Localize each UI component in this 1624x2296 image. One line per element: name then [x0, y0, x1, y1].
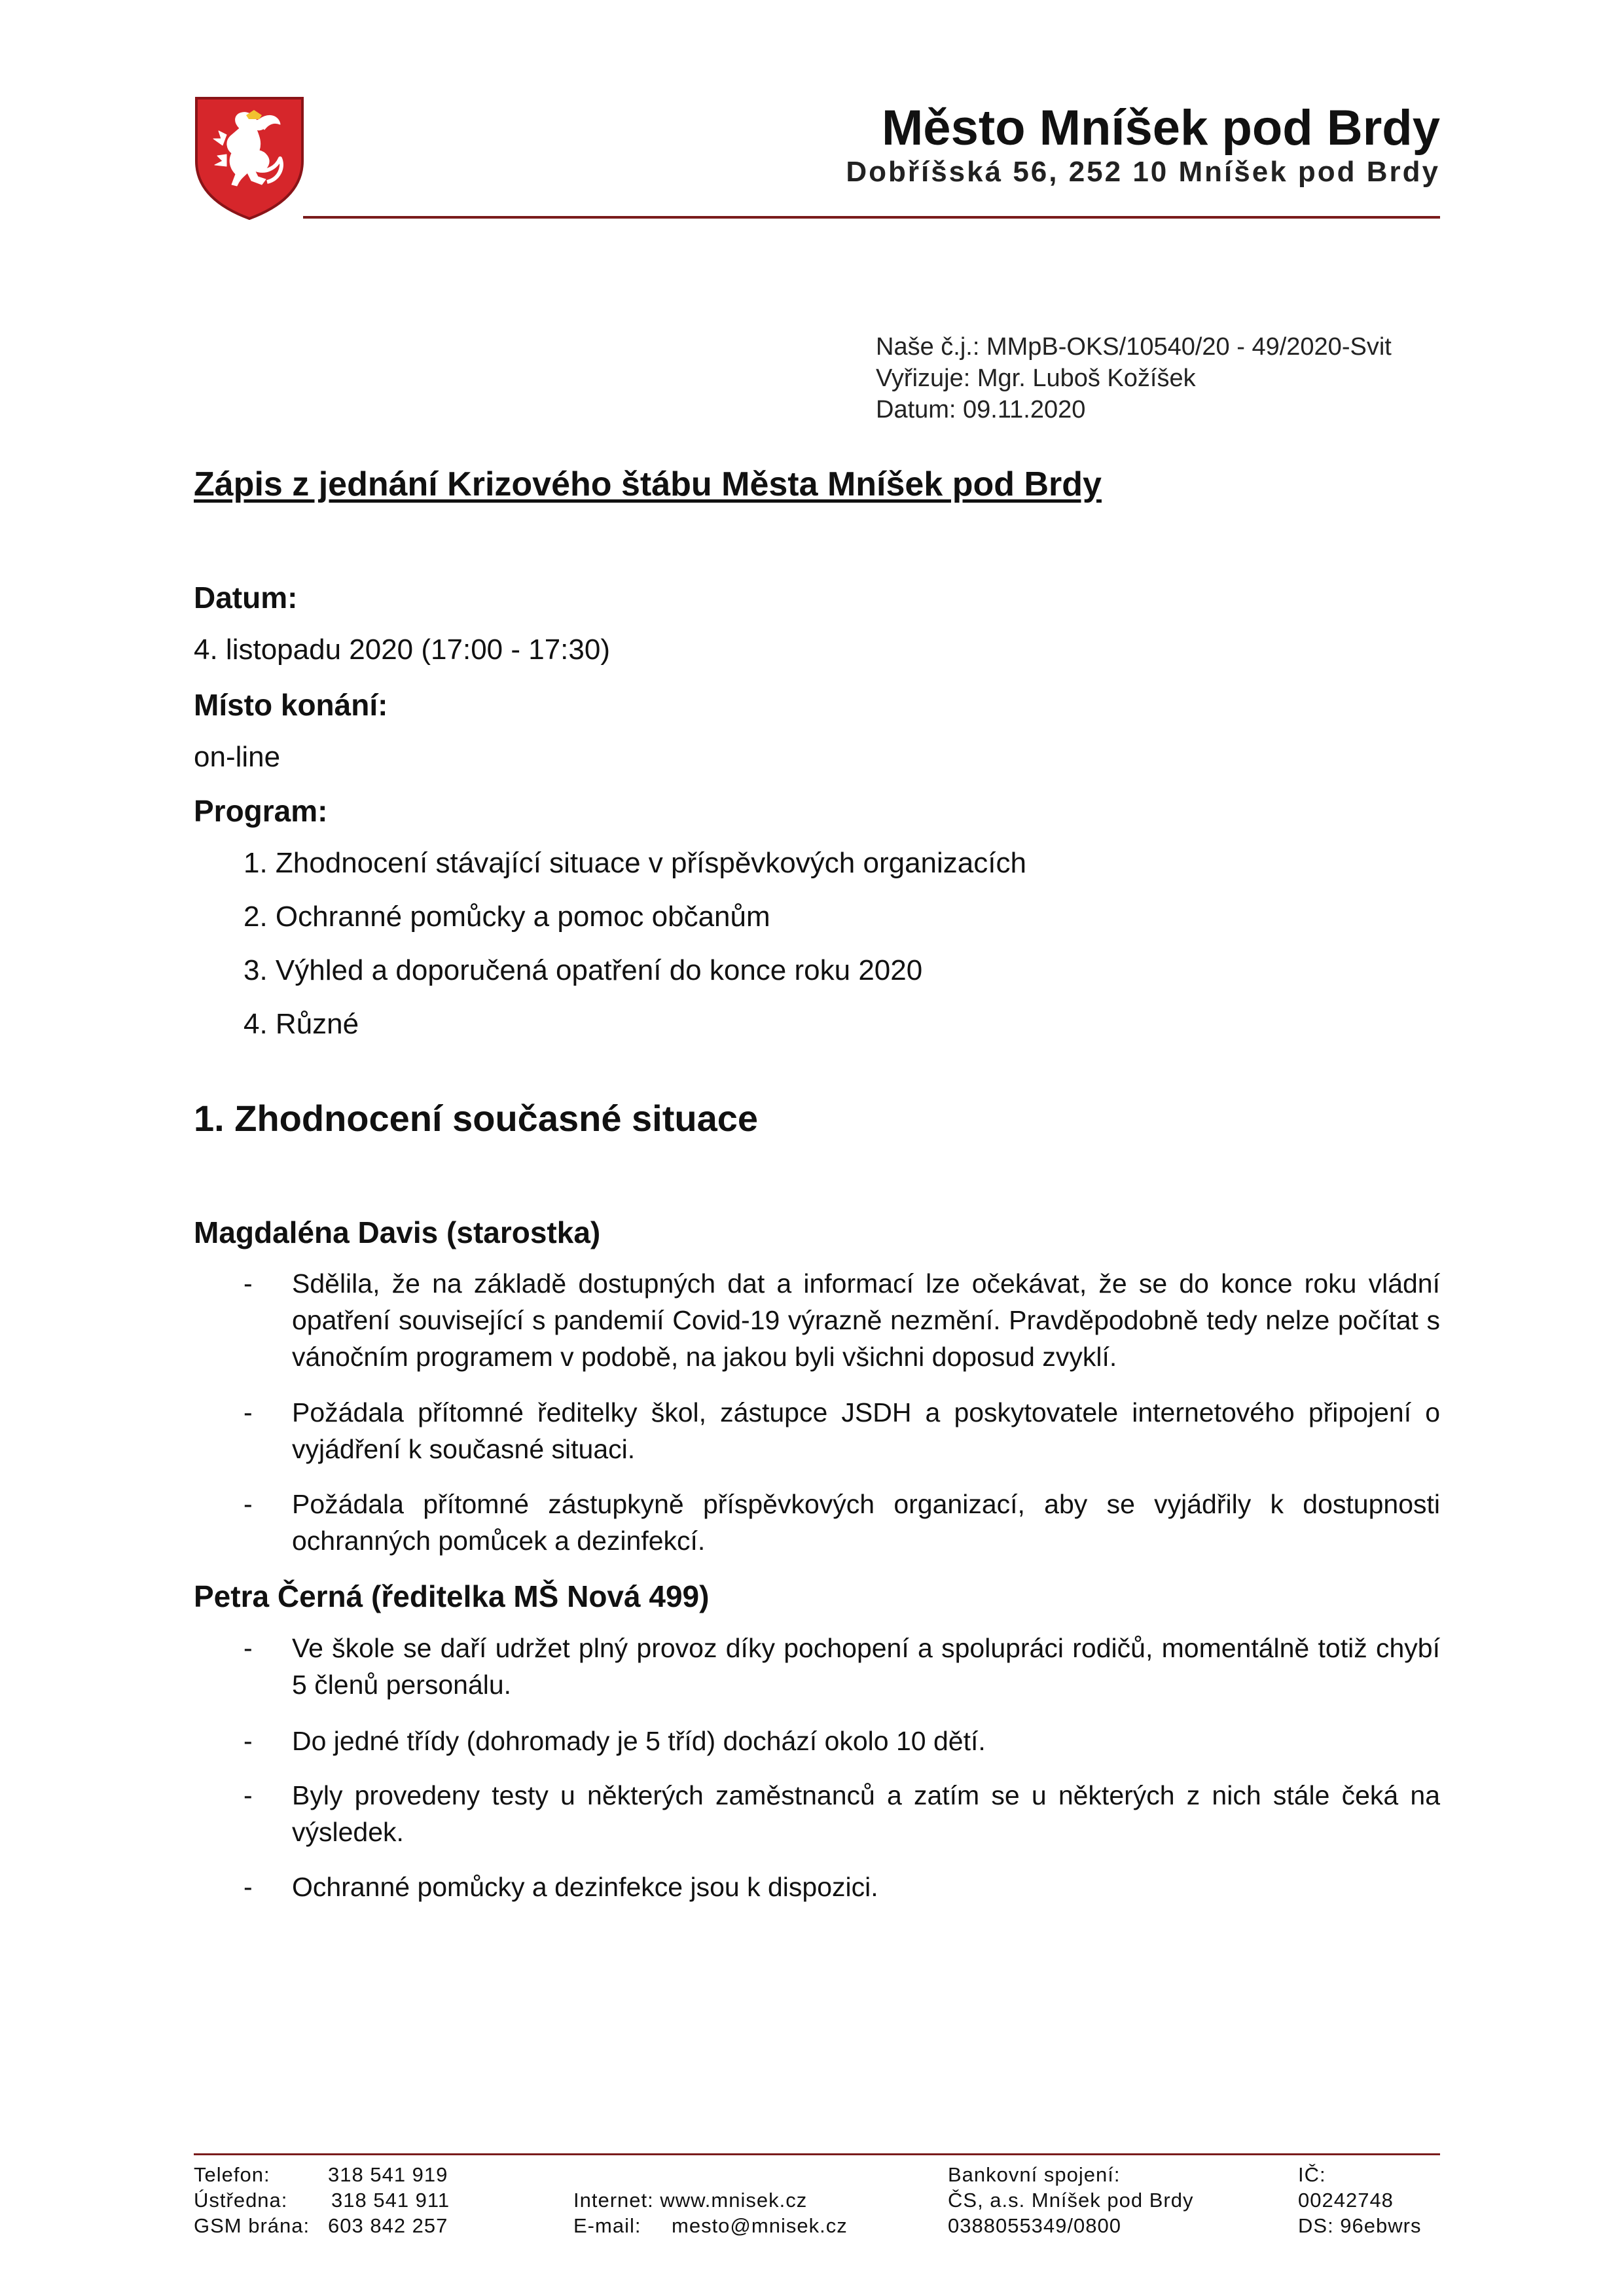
speaker-name: Magdaléna Davis (starostka) [194, 1215, 601, 1249]
document-title: Zápis z jednání Krizového štábu Města Mníšek pod Brdy [194, 465, 1102, 503]
program-item: 4. Různé [244, 1008, 359, 1040]
footer-bank-account: 0388055349/0800 [948, 2214, 1121, 2237]
bullet-dash: - [244, 1780, 253, 1810]
bullet-dash: - [244, 1726, 253, 1756]
list-item-text: Ochranné pomůcky a dezinfekce jsou k dispozici. [292, 1872, 878, 1902]
speaker-name: Petra Černá (ředitelka MŠ Nová 499) [194, 1579, 710, 1613]
section-heading: 1. Zhodnocení současné situace [194, 1098, 759, 1139]
reference-number: Naše č.j.: MMpB-OKS/10540/20 - 49/2020-Svit [876, 333, 1392, 361]
list-item-text: Ve škole se daří udržet plný provoz díky pochopení a spolupráci rodičů, momentálně totiž chybí 5 členů personálu. [292, 1633, 1440, 1700]
list-item-text: Sdělila, že na základě dostupných dat a informací lze očekávat, že se do konce roku vládní opatření související s pandemií Covid-19 výrazně nezmění. Pravděpodobně tedy nelze počítat s vánočním programem v podobě, na jakou byli všichni doposud zvyklí. [292, 1268, 1440, 1372]
footer-phone-value: 318 541 919 [328, 2163, 448, 2186]
bullet-dash: - [244, 1489, 253, 1519]
list-item [194, 1869, 1440, 1905]
bullet-dash: - [244, 1268, 253, 1299]
date-value: 4. listopadu 2020 (17:00 - 17:30) [194, 634, 611, 666]
place-label: Místo konání: [194, 688, 388, 722]
footer-internet: Internet: www.mnisek.cz [573, 2189, 808, 2212]
coat-of-arms-icon [194, 96, 305, 220]
footer-switchboard-label: Ústředna: [194, 2189, 288, 2212]
reference-date: Datum: 09.11.2020 [876, 396, 1086, 423]
city-name: Město Mníšek pod Brdy [882, 100, 1440, 156]
list-item [194, 1265, 1440, 1375]
footer-switchboard-value: 318 541 911 [331, 2189, 450, 2212]
footer-email-value: mesto@mnisek.cz [672, 2214, 848, 2237]
footer-bank-label: Bankovní spojení: [948, 2163, 1121, 2186]
list-item-text: Do jedné třídy (dohromady je 5 tříd) dochází okolo 10 dětí. [292, 1726, 986, 1756]
footer-phone-label: Telefon: [194, 2163, 270, 2186]
list-item [194, 1486, 1440, 1559]
city-address: Dobříšská 56, 252 10 Mníšek pod Brdy [846, 156, 1440, 188]
footer-email-label: E-mail: [573, 2214, 641, 2237]
footer-gsm-value: 603 842 257 [328, 2214, 448, 2237]
bullet-dash: - [244, 1872, 253, 1902]
list-item-text: Požádala přítomné ředitelky škol, zástupce JSDH a poskytovatele internetového připojení o vyjádření k současné situaci. [292, 1397, 1440, 1464]
footer-bank-name: ČS, a.s. Mníšek pod Brdy [948, 2189, 1194, 2212]
list-item [194, 1630, 1440, 1703]
program-item: 3. Výhled a doporučená opatření do konce roku 2020 [244, 954, 923, 986]
footer-ds-value: DS: 96ebwrs [1298, 2214, 1422, 2237]
header-divider [303, 216, 1440, 219]
program-item: 1. Zhodnocení stávající situace v příspěvkových organizacích [244, 847, 1026, 879]
list-item-text: Požádala přítomné zástupkyně příspěvkových organizací, aby se vyjádřily k dostupnosti ochranných pomůcek a dezinfekcí. [292, 1489, 1440, 1556]
program-label: Program: [194, 794, 328, 828]
footer-gsm-label: GSM brána: [194, 2214, 310, 2237]
bullet-dash: - [244, 1397, 253, 1427]
date-label: Datum: [194, 581, 298, 615]
list-item [194, 1723, 1440, 1759]
program-item: 2. Ochranné pomůcky a pomoc občanům [244, 901, 770, 933]
bullet-dash: - [244, 1633, 253, 1663]
handled-by: Vyřizuje: Mgr. Luboš Kožíšek [876, 365, 1196, 392]
footer-divider [194, 2153, 1440, 2155]
footer-ic-value: 00242748 [1298, 2189, 1394, 2212]
list-item [194, 1777, 1440, 1850]
place-value: on-line [194, 741, 281, 773]
reference-block [876, 331, 1392, 425]
list-item [194, 1394, 1440, 1467]
list-item-text: Byly provedeny testy u některých zaměstnanců a zatím se u některých z nich stále čeká na výsledek. [292, 1780, 1440, 1847]
footer-ic-label: IČ: [1298, 2163, 1326, 2186]
